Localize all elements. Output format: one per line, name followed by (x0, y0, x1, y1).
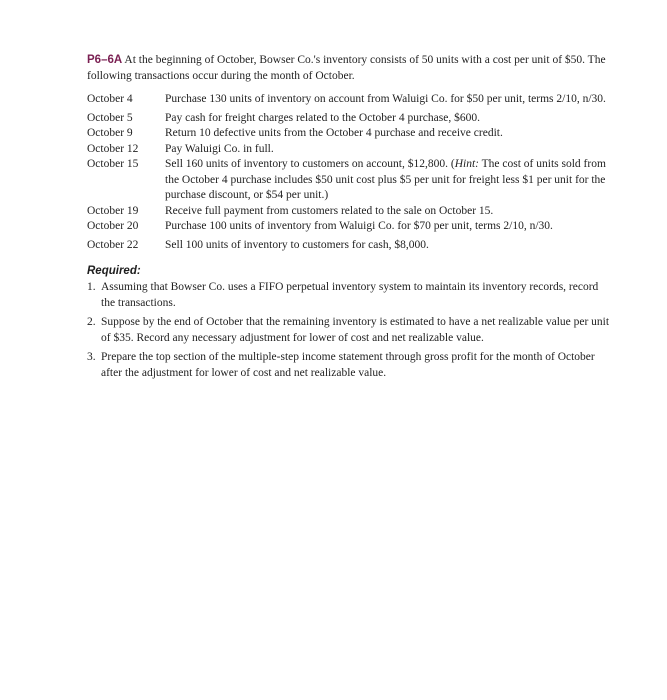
transaction-date: October 12 (87, 142, 139, 155)
hint-label: Hint: (454, 158, 479, 170)
required-item-number: 3. (87, 351, 96, 363)
transaction-text: Receive full payment from customers related to the sale on October 15. (165, 204, 494, 217)
transaction-text: Pay cash for freight charges related to the October 4 purchase, $600. (165, 111, 480, 124)
transaction-row (87, 126, 615, 142)
transaction-row (87, 204, 615, 220)
transaction-text: Return 10 defective units from the October 4 purchase and receive credit. (165, 127, 503, 139)
transaction-text: Pay Waluigi Co. in full. (165, 142, 274, 155)
required-item-text: Suppose by the end of October that the remaining inventory is estimated to have a net realizable value per unit of $35. Record any necessary adjustment for lower of cost and net realizable value. (101, 316, 610, 344)
transaction-text: Purchase 100 units of inventory from Waluigi Co. for $70 per unit, terms 2/10, n/30. (165, 220, 553, 232)
transaction-date: October 22 (87, 238, 139, 251)
transaction-text (165, 157, 615, 204)
transaction-date: October 19 (87, 204, 139, 217)
transaction-text: Purchase 130 units of inventory on account from Waluigi Co. for $50 per unit, terms 2/10, n/30. (165, 93, 606, 105)
transaction-row (87, 142, 615, 158)
required-item (87, 315, 615, 346)
problem-intro-text: At the beginning of October, Bowser Co.'s inventory consists of 50 units with a cost per unit of $50. The following transactions occur during the month of October. (87, 54, 606, 82)
transaction-row (87, 92, 615, 108)
transaction-date: October 9 (87, 127, 133, 139)
transaction-row (87, 238, 615, 254)
transaction-date: October 15 (87, 158, 139, 170)
required-item (87, 350, 615, 381)
transaction-row (87, 219, 615, 235)
transaction-text-after-hint: The cost of units sold from the October 4 purchase includes $50 unit cost plus $5 per unit for freight less $1 per unit for the purchase discount, or $54 per unit.) (165, 158, 606, 201)
required-item-number: 2. (87, 316, 96, 328)
required-list (87, 280, 615, 381)
problem-id: P6–6A (87, 54, 123, 66)
transaction-date: October 20 (87, 220, 139, 232)
transaction-row (87, 157, 615, 204)
required-heading: Required: (87, 265, 141, 277)
transaction-date: October 5 (87, 111, 133, 124)
transaction-row (87, 111, 615, 127)
transaction-list (87, 92, 615, 253)
required-item-number: 1. (87, 281, 96, 293)
required-item-text: Prepare the top section of the multiple-step income statement through gross profit for the month of October after the adjustment for lower of cost and net realizable value. (101, 351, 595, 379)
transaction-text-before-hint: Sell 160 units of inventory to customers on account, $12,800. ( (165, 158, 455, 170)
required-item (87, 280, 615, 311)
required-item-text: Assuming that Bowser Co. uses a FIFO perpetual inventory system to maintain its inventory records, record the transactions. (101, 281, 599, 309)
problem-intro (87, 52, 615, 84)
transaction-date: October 4 (87, 93, 133, 105)
transaction-text: Sell 100 units of inventory to customers for cash, $8,000. (165, 238, 429, 251)
